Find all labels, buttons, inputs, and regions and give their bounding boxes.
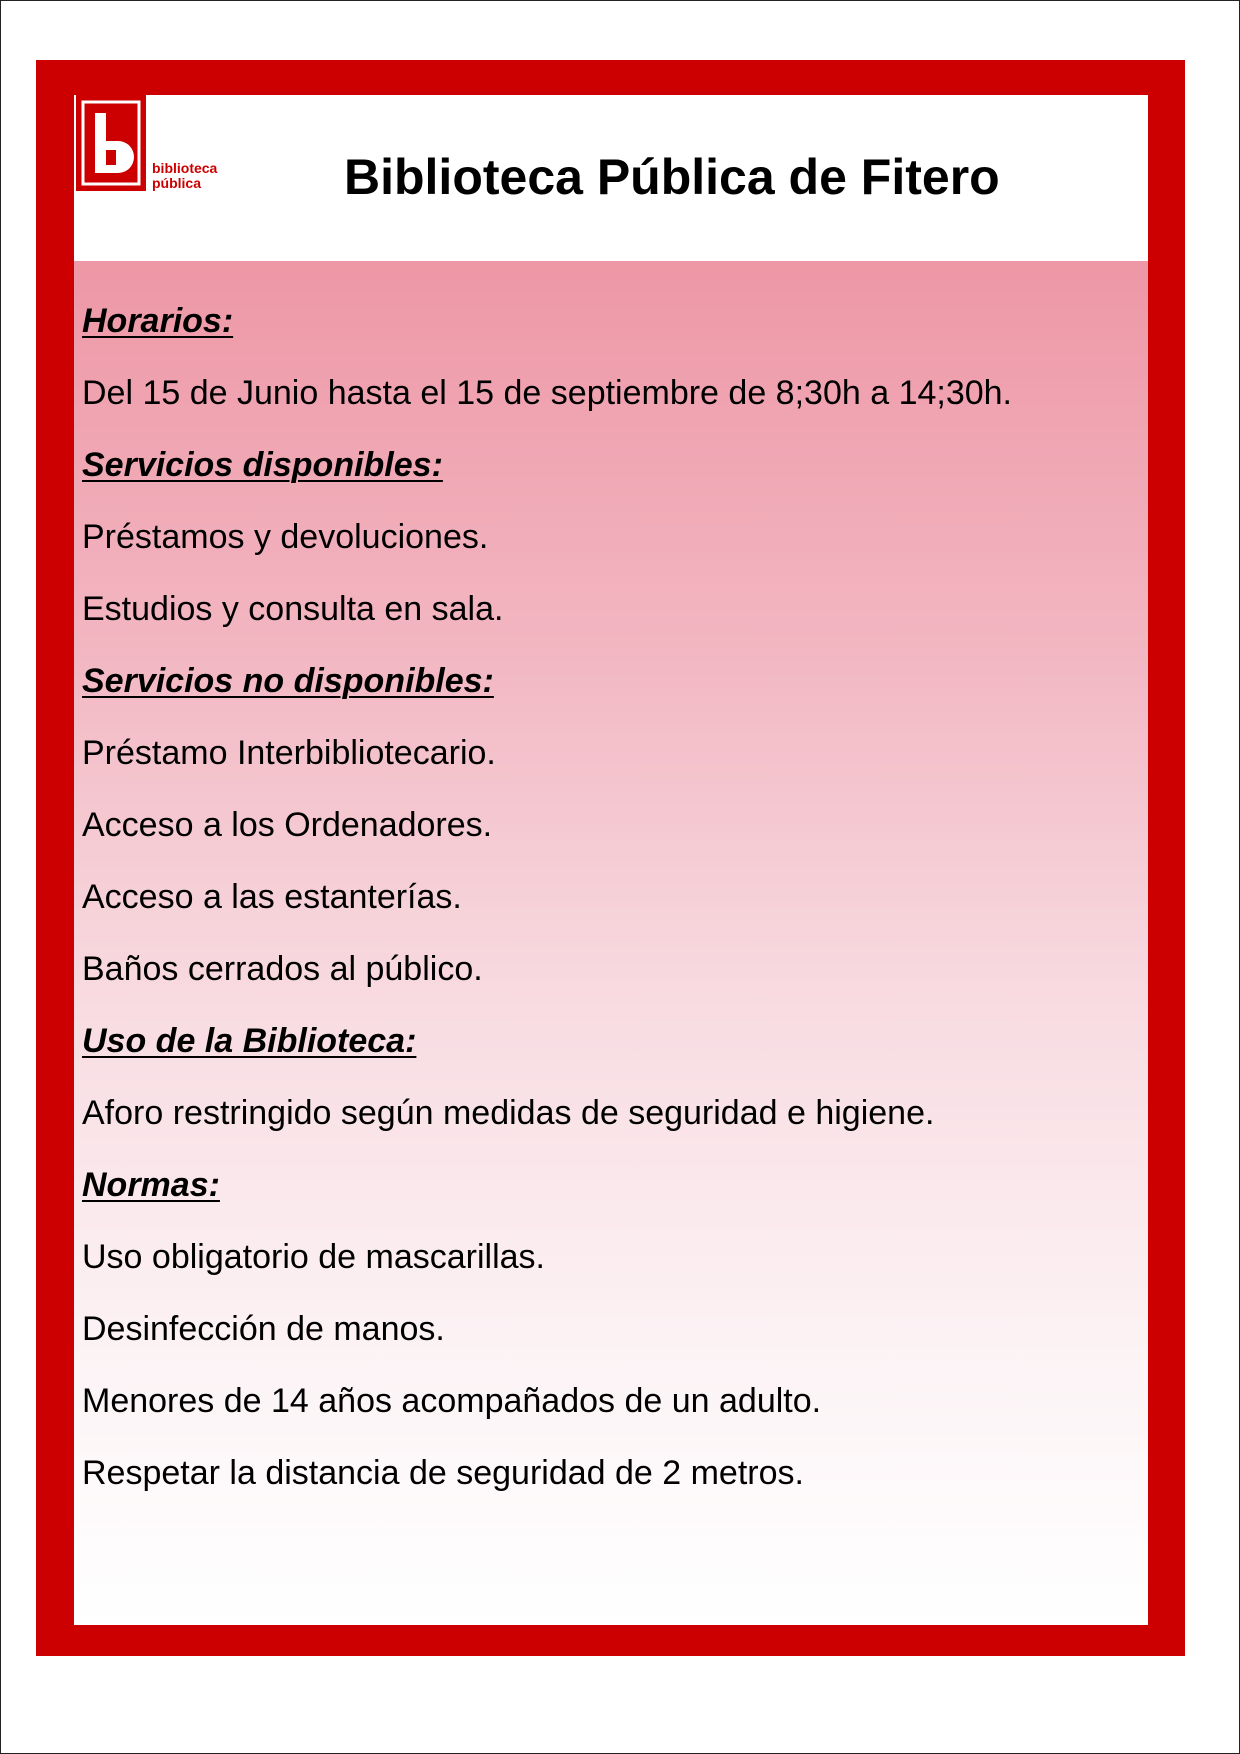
- heading-uso-biblioteca: Uso de la Biblioteca:: [82, 1022, 417, 1060]
- norma-item: Desinfección de manos.: [82, 1310, 445, 1348]
- no-disponible-item: Acceso a los Ordenadores.: [82, 806, 493, 844]
- no-disponible-item: Préstamo Interbibliotecario.: [82, 734, 496, 772]
- header: [74, 95, 1148, 261]
- notice-content: [74, 261, 1148, 1625]
- norma-item: Menores de 14 años acompañados de un adulto.: [82, 1382, 822, 1420]
- disponible-item: Estudios y consulta en sala.: [82, 590, 504, 628]
- heading-servicios-no-disponibles: Servicios no disponibles:: [82, 662, 494, 700]
- disponible-item: Préstamos y devoluciones.: [82, 518, 489, 556]
- page-title: Biblioteca Pública de Fitero: [344, 149, 1000, 205]
- no-disponible-item: Acceso a las estanterías.: [82, 878, 462, 916]
- no-disponible-item: Baños cerrados al público.: [82, 950, 483, 988]
- heading-servicios-disponibles: Servicios disponibles:: [82, 446, 443, 484]
- logo-b-icon: [76, 95, 146, 191]
- norma-item: Uso obligatorio de mascarillas.: [82, 1238, 545, 1276]
- library-logo: [76, 95, 246, 195]
- horarios-item: Del 15 de Junio hasta el 15 de septiembre de 8;30h a 14;30h.: [82, 374, 1013, 412]
- logo-line-2: pública: [152, 175, 202, 191]
- uso-item: Aforo restringido según medidas de seguridad e higiene.: [82, 1094, 935, 1132]
- logo-wordmark: [152, 161, 217, 191]
- heading-normas: Normas:: [82, 1166, 220, 1204]
- norma-item: Respetar la distancia de seguridad de 2 metros.: [82, 1454, 804, 1492]
- heading-horarios: Horarios:: [82, 302, 234, 340]
- notice-panel: [74, 95, 1148, 1625]
- logo-line-1: biblioteca: [152, 160, 218, 176]
